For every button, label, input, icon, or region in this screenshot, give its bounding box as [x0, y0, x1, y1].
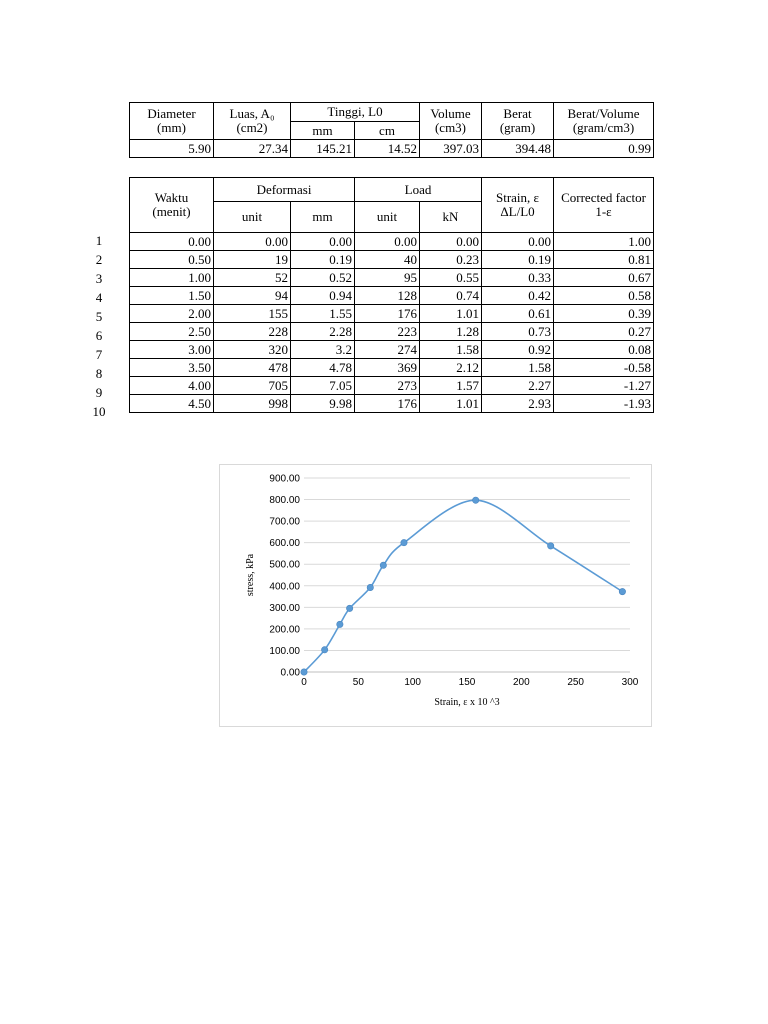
tinggi-mm-value: 145.21: [291, 140, 355, 158]
y-tick-label: 600.00: [269, 538, 300, 550]
load-kn-cell: 0.74: [420, 287, 482, 305]
deformasi-mm-cell: 1.55: [291, 305, 355, 323]
load-unit-cell: 128: [355, 287, 420, 305]
load-unit-cell: 40: [355, 251, 420, 269]
strain-cell: 0.73: [482, 323, 554, 341]
data-point: [367, 584, 373, 590]
load-unit-cell: 176: [355, 395, 420, 413]
load-unit-cell: 0.00: [355, 233, 420, 251]
row-number: 6: [95, 328, 103, 343]
data-point: [301, 669, 307, 675]
waktu-cell: 0.50: [130, 251, 214, 269]
strain-cell: 1.58: [482, 359, 554, 377]
load-kn-cell: 0.00: [420, 233, 482, 251]
waktu-cell: 1.50: [130, 287, 214, 305]
y-tick-label: 500.00: [269, 559, 300, 571]
strain-cell: 0.61: [482, 305, 554, 323]
corrected-factor-cell: 0.67: [554, 269, 654, 287]
load-unit-cell: 223: [355, 323, 420, 341]
row-number: 4: [95, 290, 103, 305]
deformasi-header: Deformasi: [214, 178, 355, 202]
row-number: 8: [95, 366, 103, 381]
corrected-factor-header: Corrected factor 1-ε: [554, 178, 654, 233]
data-point: [619, 588, 625, 594]
strain-header: Strain, ε ΔL/L0: [482, 178, 554, 233]
deformasi-mm-cell: 2.28: [291, 323, 355, 341]
data-point: [401, 539, 407, 545]
deformasi-mm-cell: 9.98: [291, 395, 355, 413]
berat-header: Berat (gram): [482, 103, 554, 140]
deformasi-unit-cell: 228: [214, 323, 291, 341]
berat-volume-header: Berat/Volume (gram/cm3): [554, 103, 654, 140]
load-kn-cell: 1.57: [420, 377, 482, 395]
waktu-cell: 3.00: [130, 341, 214, 359]
berat-value: 394.48: [482, 140, 554, 158]
strain-cell: 2.93: [482, 395, 554, 413]
strain-cell: 2.27: [482, 377, 554, 395]
table-row: [130, 377, 654, 395]
table-row: [130, 269, 654, 287]
strain-cell: 0.19: [482, 251, 554, 269]
corrected-factor-cell: 0.58: [554, 287, 654, 305]
tinggi-cm-value: 14.52: [355, 140, 420, 158]
volume-value: 397.03: [420, 140, 482, 158]
data-point: [472, 497, 478, 503]
luas-value: 27.34: [214, 140, 291, 158]
strain-cell: 0.42: [482, 287, 554, 305]
y-tick-label: 800.00: [269, 495, 300, 507]
load-kn-cell: 0.23: [420, 251, 482, 269]
x-tick-label: 50: [352, 677, 364, 688]
deformasi-mm-cell: 7.05: [291, 377, 355, 395]
load-unit-cell: 369: [355, 359, 420, 377]
row-number: 3: [95, 271, 103, 286]
data-point: [337, 621, 343, 627]
y-tick-label: 300.00: [269, 602, 300, 614]
table-row: [130, 323, 654, 341]
test-data-rows: [130, 233, 654, 413]
load-kn-cell: 1.58: [420, 341, 482, 359]
deformasi-unit-cell: 0.00: [214, 233, 291, 251]
waktu-cell: 2.00: [130, 305, 214, 323]
y-tick-label: 400.00: [269, 581, 300, 593]
corrected-factor-cell: 0.81: [554, 251, 654, 269]
luas-header: Luas, A₀ (cm2): [214, 103, 291, 140]
data-point: [321, 647, 327, 653]
corrected-factor-cell: -0.58: [554, 359, 654, 377]
waktu-cell: 4.00: [130, 377, 214, 395]
data-point: [346, 605, 352, 611]
load-unit-cell: 176: [355, 305, 420, 323]
table-row: [130, 359, 654, 377]
y-tick-label: 200.00: [269, 624, 300, 636]
load-unit-cell: 274: [355, 341, 420, 359]
x-tick-label: 300: [621, 677, 639, 688]
deformasi-mm-cell: 0.00: [291, 233, 355, 251]
deformasi-unit-cell: 320: [214, 341, 291, 359]
load-kn-header: kN: [420, 202, 482, 233]
strain-cell: 0.00: [482, 233, 554, 251]
berat-volume-value: 0.99: [554, 140, 654, 158]
tinggi-header: Tinggi, L0: [291, 103, 420, 122]
row-number: 2: [95, 252, 103, 267]
deformasi-unit-cell: 705: [214, 377, 291, 395]
corrected-factor-cell: 0.27: [554, 323, 654, 341]
load-kn-cell: 1.01: [420, 305, 482, 323]
stress-strain-chart: [219, 464, 652, 727]
specimen-table: [129, 102, 654, 158]
x-tick-label: 250: [567, 677, 585, 688]
corrected-factor-cell: -1.27: [554, 377, 654, 395]
deformasi-mm-header: mm: [291, 202, 355, 233]
row-number: 5: [95, 309, 103, 324]
table-row: [130, 251, 654, 269]
y-axis-label: stress, kPa: [245, 553, 256, 597]
waktu-cell: 1.00: [130, 269, 214, 287]
load-kn-cell: 1.01: [420, 395, 482, 413]
volume-header: Volume (cm3): [420, 103, 482, 140]
y-tick-label: 900.00: [269, 473, 300, 485]
deformasi-unit-cell: 155: [214, 305, 291, 323]
load-unit-header: unit: [355, 202, 420, 233]
corrected-factor-cell: 0.39: [554, 305, 654, 323]
table-row: [130, 287, 654, 305]
deformasi-mm-cell: 0.94: [291, 287, 355, 305]
y-tick-label: 0.00: [280, 667, 300, 679]
deformasi-mm-cell: 0.52: [291, 269, 355, 287]
row-number: 9: [95, 385, 103, 400]
waktu-cell: 3.50: [130, 359, 214, 377]
x-tick-label: 150: [458, 677, 476, 688]
x-axis-label: Strain, ε x 10 ^3: [434, 697, 500, 708]
load-kn-cell: 2.12: [420, 359, 482, 377]
x-tick-label: 100: [404, 677, 422, 688]
table-row: [130, 305, 654, 323]
tinggi-cm-header: cm: [355, 122, 420, 140]
row-number: 1: [95, 233, 103, 248]
chart-svg: [220, 465, 653, 728]
load-kn-cell: 1.28: [420, 323, 482, 341]
deformasi-unit-cell: 52: [214, 269, 291, 287]
table-row: [130, 233, 654, 251]
deformasi-mm-cell: 4.78: [291, 359, 355, 377]
data-point: [547, 543, 553, 549]
deformasi-unit-cell: 19: [214, 251, 291, 269]
waktu-cell: 4.50: [130, 395, 214, 413]
row-number: 7: [95, 347, 103, 362]
diameter-value: 5.90: [130, 140, 214, 158]
y-tick-label: 100.00: [269, 645, 300, 657]
row-number: 10: [92, 404, 106, 419]
diameter-header: Diameter (mm): [130, 103, 214, 140]
strain-cell: 0.92: [482, 341, 554, 359]
x-tick-label: 0: [301, 677, 307, 688]
x-tick-label: 200: [512, 677, 530, 688]
test-data-table: [129, 177, 654, 413]
waktu-header: Waktu (menit): [130, 178, 214, 233]
load-unit-cell: 95: [355, 269, 420, 287]
tinggi-mm-header: mm: [291, 122, 355, 140]
deformasi-unit-cell: 94: [214, 287, 291, 305]
deformasi-unit-header: unit: [214, 202, 291, 233]
deformasi-mm-cell: 0.19: [291, 251, 355, 269]
load-unit-cell: 273: [355, 377, 420, 395]
corrected-factor-cell: 0.08: [554, 341, 654, 359]
y-tick-label: 700.00: [269, 516, 300, 528]
corrected-factor-cell: -1.93: [554, 395, 654, 413]
deformasi-mm-cell: 3.2: [291, 341, 355, 359]
deformasi-unit-cell: 478: [214, 359, 291, 377]
load-kn-cell: 0.55: [420, 269, 482, 287]
load-header: Load: [355, 178, 482, 202]
waktu-cell: 2.50: [130, 323, 214, 341]
table-row: [130, 341, 654, 359]
row-number-column: [88, 233, 110, 423]
deformasi-unit-cell: 998: [214, 395, 291, 413]
corrected-factor-cell: 1.00: [554, 233, 654, 251]
waktu-cell: 0.00: [130, 233, 214, 251]
table-row: [130, 395, 654, 413]
data-point: [380, 562, 386, 568]
strain-cell: 0.33: [482, 269, 554, 287]
